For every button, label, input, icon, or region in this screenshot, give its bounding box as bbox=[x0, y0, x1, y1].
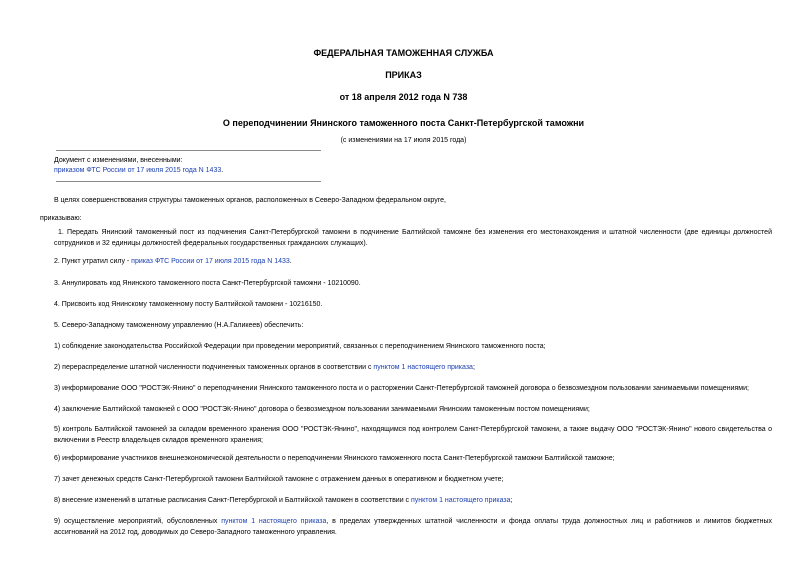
preamble: В целях совершенствования структуры таможенных органов, расположенных в Северо-Западном федеральном округе, bbox=[54, 197, 446, 204]
subitem-3: 3) информирование ООО "РОСТЭК-Янино" о переподчинении Янинского таможенного поста и о расторжении Санкт-Петербургской таможней договора о безвозмездном пользовании занимаемыми помещениями; bbox=[54, 385, 749, 392]
item-2-link[interactable]: приказ ФТС России от 17 июля 2015 года N 1433 bbox=[131, 258, 290, 265]
subitem-7: 7) зачет денежных средств Санкт-Петербургской таможни Балтийской таможне с отражением данных в оперативном и бюджетном учете; bbox=[54, 476, 504, 483]
amendments-top-rule bbox=[56, 150, 321, 151]
amendments-label: Документ с изменениями, внесенными: bbox=[54, 157, 183, 164]
item-2 bbox=[54, 258, 292, 265]
document-type: ПРИКАЗ bbox=[385, 70, 422, 80]
item-2-text: 2. Пункт утратил силу - bbox=[54, 258, 132, 265]
subitem-2 bbox=[54, 364, 475, 371]
subitem-8-suffix: ; bbox=[510, 497, 513, 504]
amendment-link-suffix: . bbox=[221, 167, 224, 174]
subitem-8 bbox=[54, 497, 512, 504]
subitem-8-text: 8) внесение изменений в штатные расписания Санкт-Петербургской и Балтийской таможен в соответствии с bbox=[54, 497, 411, 504]
subitem-9-suffix: , в пределах утвержденных штатной численности и фонда оплаты труда должностных лиц и работников и лимитов бюджетных ассигнований на 2012 год, доводимых до Северо-Западного таможенного управления. bbox=[54, 518, 772, 536]
subitem-5: 5) контроль Балтийской таможней за складом временного хранения ООО "РОСТЭК-Янино", находящимся под контролем Санкт-Петербургской таможни, а также выдачу ООО "РОСТЭК-Янино" нового свидетельства о включении в Реестр владельцев складов временного хранения; bbox=[54, 426, 772, 444]
amendment-link[interactable]: приказом ФТС России от 17 июля 2015 года N 1433 bbox=[54, 167, 222, 174]
amendments-line bbox=[54, 167, 223, 174]
subitem-2-link[interactable]: пунктом 1 настоящего приказа bbox=[373, 364, 473, 371]
document-subject: О переподчинении Янинского таможенного поста Санкт-Петербургской таможни bbox=[222, 118, 585, 128]
subitem-1: 1) соблюдение законодательства Российской Федерации при проведении мероприятий, связанных с переподчинением Янинского таможенного поста; bbox=[54, 343, 546, 350]
revision-note: (с изменениями на 17 июля 2015 года) bbox=[340, 137, 467, 144]
subitem-4: 4) заключение Балтийской таможней с ООО "РОСТЭК-Янино" договора о безвозмездном пользовании занимаемыми Янинским таможенным постом помещениями; bbox=[54, 406, 590, 413]
subitem-2-text: 2) перераспределение штатной численности подчиненных таможенных органов в соответствии с bbox=[54, 364, 374, 371]
amendments-bottom-rule bbox=[56, 181, 321, 182]
item-5: 5. Северо-Западному таможенному управлению (Н.А.Галикеев) обеспечить: bbox=[54, 322, 304, 329]
agency-name: ФЕДЕРАЛЬНАЯ ТАМОЖЕННАЯ СЛУЖБА bbox=[313, 48, 494, 58]
item-4: 4. Присвоить код Янинскому таможенному посту Балтийской таможни - 10216150. bbox=[54, 301, 323, 308]
subitem-8-link[interactable]: пунктом 1 настоящего приказа bbox=[411, 497, 511, 504]
document-date-number: от 18 апреля 2012 года N 738 bbox=[339, 92, 468, 102]
order-word: приказываю: bbox=[40, 215, 82, 222]
subitem-6: 6) информирование участников внешнеэкономической деятельности о переподчинении Янинского таможенного поста Санкт-Петербургской таможни Балтийской таможне; bbox=[54, 455, 615, 462]
subitem-9-link[interactable]: пунктом 1 настоящего приказа bbox=[221, 518, 327, 525]
item-3: 3. Аннулировать код Янинского таможенного поста Санкт-Петербургской таможни - 10210090. bbox=[54, 280, 361, 287]
subitem-9-text: 9) осуществление мероприятий, обусловленных bbox=[54, 518, 222, 525]
item-2-suffix: . bbox=[289, 258, 292, 265]
subitem-2-suffix: ; bbox=[472, 364, 475, 371]
subitem-9 bbox=[54, 516, 772, 538]
item-1: 1. Передать Янинский таможенный пост из подчинения Санкт-Петербургской таможни в подчинение Балтийской таможне без изменения его местонахождения и штатной численности (две единицы должностей сотрудников и 32 единицы должностей федеральных государственных гражданских служащих). bbox=[54, 229, 772, 247]
